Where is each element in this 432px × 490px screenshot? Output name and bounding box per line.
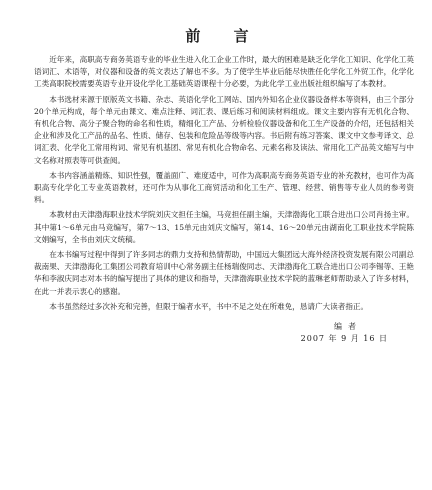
signature-author: 编者: [334, 322, 362, 332]
signature-date: 2007 年 9 月 16 日: [300, 334, 388, 344]
paragraph-intro: 近年来，高职高专商务英语专业的毕业生进入化工企业工作时，最大的困难是缺乏化学化工知识、化学化工英语词汇、术语等，对仪器和设备的英文表达了解也不多。为了使学生毕业后能尽快胜任化学化工外贸工作，化学化工类高职院校需要英语专业开设化学化工基础英语课程十分必要，为此化学工业出版社组织编写了本教材。: [34, 55, 414, 89]
paragraph-content: 本书选材来源于原版英文书籍、杂志、英语化学化工网站、国内外知名企业仪器设备样本等资料，由三个部分20个单元构成，每个单元由课文、难点注释、词汇表、课后练习和阅读材料组成。课文主要内容有无机化合物、有机化合物、高分子聚合物的命名和性质，精细化工产品、分析检验仪器设备和化工生产设备的介绍，还包括相关企业和涉及化工产品的品名、性质、储存、包装和危险品等级等内容。书后附有练习答案、课文中文参考译文、总词汇表、化学化工常用构词、常见有机基团、常见有机化合物命名、元素名称及读法、常用化工产品英文缩写与中文名称对照表等可供查阅。: [34, 94, 414, 165]
paragraph-thanks: 在本书编写过程中得到了许多同志的鼎力支持和热情帮助，中国远大集团远大海外经济投资发展有限公司副总裁南果、天津渤海化工集团公司教育培训中心常务副主任杨瑞俊同志、天津渤海化工联合进出口公司李锡等、王艳华和李淑庆同志对本书的编写提出了具体的建议和指导，天津渤海职业技术学院的蓝琳老师帮助录入了许多材料，在此一并表示衷心的感谢。: [34, 250, 414, 296]
paragraph-audience: 本书内容涵盖精炼、知识性强，覆盖面广、难度适中，可作为高职高专商务英语专业的补充教材，也可作为高职高专化学化工专业英语教材，还可作为从事化工商贸活动和化工生产、管理、经营、销售等专业人员的参考资料。: [34, 170, 414, 205]
paragraph-authors: 本教材由天津渤海职业技术学院刘庆文担任主编，马竞担任副主编，天津渤海化工联合进出口公司肖扬主审。其中第1～6单元由马竞编写，第7～13、15单元由刘庆文编写，第14、16～20单元由湖南化工职业技术学院陈文娟编写，全书由刘庆文统稿。: [34, 210, 414, 244]
page-title: 前 言: [185, 27, 263, 45]
paragraph-closing: 本书虽然经过多次补充和完善，但限于编者水平，书中不足之处在所难免，恳请广大读者指正。: [49, 301, 369, 311]
